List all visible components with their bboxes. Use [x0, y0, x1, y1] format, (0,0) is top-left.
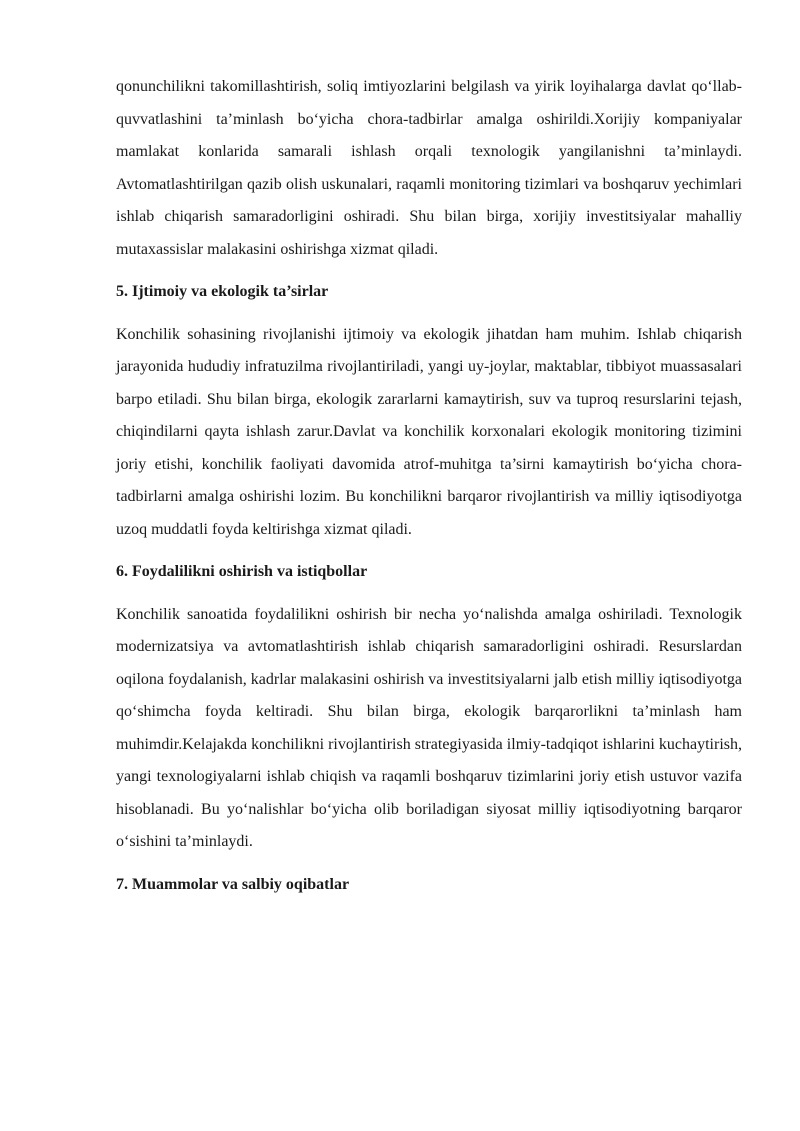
document-page [116, 71, 742, 901]
paragraph-investment-continued: qonunchilikni takomillashtirish, soliq imtiyozlarini belgilash va yirik loyihalarga davlat qo‘llab-quvvatlashini ta’minlash bo‘yicha chora-tadbirlar amalga oshirildi.Xorijiy kompaniyalar mamlakat konlarida samarali ishlash orqali texnologik yangilanishni ta’minlaydi. Avtomatlashtirilgan qazib olish uskunalari, raqamli monitoring tizimlari va boshqaruv yechimlari ishlab chiqarish samaradorligini oshiradi. Shu bilan birga, xorijiy investitsiyalar mahalliy mutaxassislar malakasini oshirishga xizmat qiladi. [116, 78, 742, 258]
heading-section-5: 5. Ijtimoiy va ekologik ta’sirlar [116, 283, 329, 300]
heading-section-6: 6. Foydalilikni oshirish va istiqbollar [116, 563, 368, 580]
paragraph-profitability: Konchilik sanoatida foydalilikni oshirish bir necha yo‘nalishda amalga oshiriladi. Texnologik modernizatsiya va avtomatlashtirish ishlab chiqarish samaradorligini oshiradi. Resurslardan oqilona foydalanish, kadrlar malakasini oshirish va investitsiyalarni jalb etish milliy iqtisodiyotga qo‘shimcha foyda keltiradi. Shu bilan birga, ekologik barqarorlikni ta’minlash ham muhimdir.Kelajakda konchilikni rivojlantirish strategiyasida ilmiy-tadqiqot ishlarini kuchaytirish, yangi texnologiyalarni ishlab chiqish va raqamli boshqaruv tizimlarini joriy etish ustuvor vazifa hisoblanadi. Bu yo‘nalishlar bo‘yicha olib boriladigan siyosat milliy iqtisodiyotning barqaror o‘sishini ta’minlaydi. [116, 605, 742, 850]
heading-section-7: 7. Muammolar va salbiy oqibatlar [116, 875, 350, 893]
paragraph-social-ecological: Konchilik sohasining rivojlanishi ijtimoiy va ekologik jihatdan ham muhim. Ishlab chiqarish jarayonida hududiy infratuzilma rivojlantiriladi, yangi uy-joylar, maktablar, tibbiyot muassasalari barpo etiladi. Shu bilan birga, ekologik zararlarni kamaytirish, suv va tuproq resurslarini tejash, chiqindilarni qayta ishlash zarur.Davlat va konchilik korxonalari ekologik monitoring tizimini joriy etishi, konchilik faoliyati davomida atrof-muhitga ta’sirni kamaytirish bo‘yicha chora-tadbirlarni amalga oshirishi lozim. Bu konchilikni barqaror rivojlantirish va milliy iqtisodiyotga uzoq muddatli foyda keltirishga xizmat qiladi. [116, 325, 742, 538]
